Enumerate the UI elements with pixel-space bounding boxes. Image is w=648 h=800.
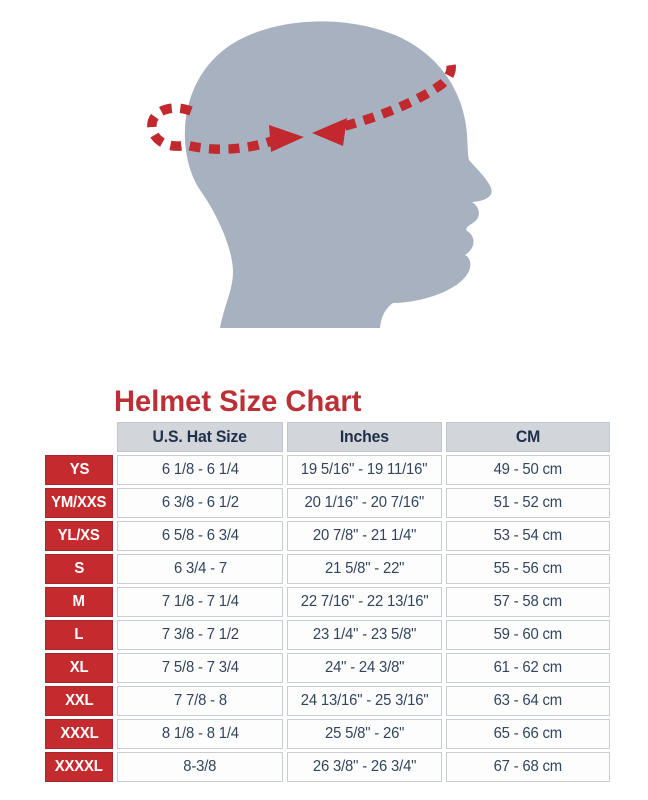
- inches-cell: 26 3/8" - 26 3/4": [287, 752, 442, 782]
- hat-size-cell: 7 7/8 - 8: [117, 686, 283, 716]
- size-label-cell: S: [45, 554, 113, 584]
- inches-cell: 25 5/8" - 26": [287, 719, 442, 749]
- inches-cell: 22 7/16" - 22 13/16": [287, 587, 442, 617]
- cm-cell: 49 - 50 cm: [446, 455, 610, 485]
- cm-cell: 53 - 54 cm: [446, 521, 610, 551]
- chart-title: Helmet Size Chart: [114, 385, 362, 418]
- header-spacer: [45, 422, 113, 452]
- hat-size-cell: 6 1/8 - 6 1/4: [117, 455, 283, 485]
- hat-size-cell: 8 1/8 - 8 1/4: [117, 719, 283, 749]
- size-label-cell: YL/XS: [45, 521, 113, 551]
- cm-cell: 61 - 62 cm: [446, 653, 610, 683]
- head-measurement-diagram: [0, 0, 648, 380]
- hat-size-cell: 7 3/8 - 7 1/2: [117, 620, 283, 650]
- size-label-cell: XXL: [45, 686, 113, 716]
- size-label-cell: M: [45, 587, 113, 617]
- cm-cell: 65 - 66 cm: [446, 719, 610, 749]
- hat-size-cell: 6 5/8 - 6 3/4: [117, 521, 283, 551]
- cm-cell: 59 - 60 cm: [446, 620, 610, 650]
- size-label-cell: XXXL: [45, 719, 113, 749]
- size-label-cell: XL: [45, 653, 113, 683]
- col-header-us-hat-size: U.S. Hat Size: [117, 422, 283, 452]
- col-header-cm: CM: [446, 422, 610, 452]
- inches-cell: 19 5/16" - 19 11/16": [287, 455, 442, 485]
- inches-cell: 20 1/16" - 20 7/16": [287, 488, 442, 518]
- head-silhouette: [185, 21, 492, 328]
- hat-size-cell: 6 3/8 - 6 1/2: [117, 488, 283, 518]
- size-label-cell: YS: [45, 455, 113, 485]
- size-label-cell: XXXXL: [45, 752, 113, 782]
- cm-cell: 51 - 52 cm: [446, 488, 610, 518]
- hat-size-cell: 7 1/8 - 7 1/4: [117, 587, 283, 617]
- inches-cell: 23 1/4" - 23 5/8": [287, 620, 442, 650]
- cm-cell: 63 - 64 cm: [446, 686, 610, 716]
- size-table: [45, 422, 610, 782]
- inches-cell: 24 13/16" - 25 3/16": [287, 686, 442, 716]
- hat-size-cell: 7 5/8 - 7 3/4: [117, 653, 283, 683]
- size-label-cell: L: [45, 620, 113, 650]
- col-header-inches: Inches: [287, 422, 442, 452]
- hat-size-cell: 8-3/8: [117, 752, 283, 782]
- inches-cell: 24" - 24 3/8": [287, 653, 442, 683]
- hat-size-cell: 6 3/4 - 7: [117, 554, 283, 584]
- inches-cell: 20 7/8" - 21 1/4": [287, 521, 442, 551]
- cm-cell: 67 - 68 cm: [446, 752, 610, 782]
- size-label-cell: YM/XXS: [45, 488, 113, 518]
- cm-cell: 57 - 58 cm: [446, 587, 610, 617]
- inches-cell: 21 5/8" - 22": [287, 554, 442, 584]
- cm-cell: 55 - 56 cm: [446, 554, 610, 584]
